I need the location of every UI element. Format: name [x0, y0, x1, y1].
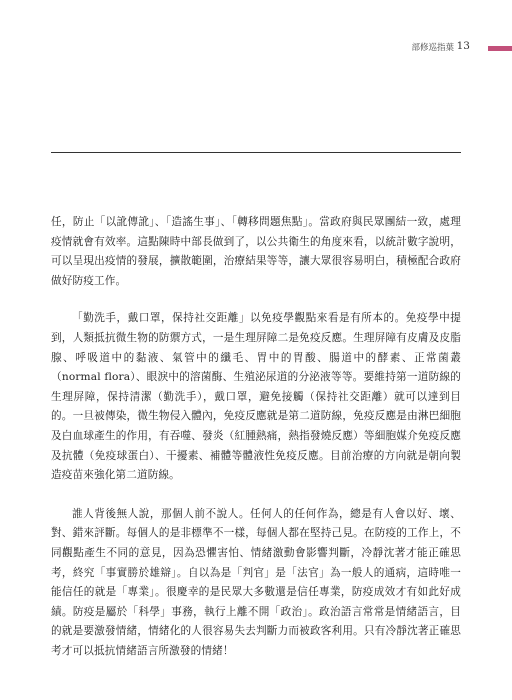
horizontal-rule [51, 152, 461, 153]
body-text [51, 213, 461, 661]
page-header [0, 41, 512, 57]
paragraph-2: 「勤洗手，戴口罩，保持社交距離」以免疫學觀點來看是有所本的。免疫學中提到，人類抵抗微生物的防禦方式，一是生理屏障二是免疫反應。生理屏障有皮膚及皮脂腺、呼吸道中的黏液、氣管中的纖毛、胃中的胃酸、腸道中的酵素、正常菌叢（normal flora）、眼淚中的溶菌酶、生殖泌尿道的分泌液等等。要維持第一道防線的生理屏障，保持清潔（勤洗手），戴口罩，避免接觸（保持社交距離）就可以達到目的。一旦被傳染，微生物侵入體內，免疫反應就是第二道防線，免疫反應是由淋巴細胞及白血球產生的作用，有吞噬、發炎（紅腫熱痛，熱指發燒反應）等細胞媒介免疫反應及抗體（免疫球蛋白）、干擾素、補體等體液性免疫反應。目前治療的方向就是朝向製造疫苗來強化第二道防線。 [51, 312, 461, 482]
running-title: 部修巡指葉 [411, 43, 454, 53]
page-number: 13 [456, 40, 470, 52]
accent-bar [488, 46, 512, 51]
paragraph-1: 任，防止「以訛傳訛」、「造謠生事」、「轉移問題焦點」。當政府與民眾團結一致，處理疫情就會有效率。這點陳時中部長做到了，以公共衛生的角度來看，以統計數字說明，可以呈現出疫情的發展，擴散範圍，治療結果等等，讓大眾很容易明白，積極配合政府做好防疫工作。 [51, 216, 461, 287]
paragraph-3: 誰人背後無人說，那個人前不說人。任何人的任何作為，總是有人會以好、壞、對、錯來評斷。每個人的是非標準不一樣，每個人都在堅持己見。在防疫的工作上，不同觀點產生不同的意見，因為恐懼害怕、情緒激動會影響判斷，冷靜沈著才能正確思考，終究「事實勝於雄辯」。自以為是「判官」是「法官」為一般人的通病，這時唯一能信任的就是「專業」。很慶幸的是民眾大多數還是信任專業，防疫成效才有如此好成績。防疫是屬於「科學」事務，執行上離不開「政治」。政治語言常常是情緒語言，目的就是要激發情緒，情緒化的人很容易失去判斷力而被政客利用。只有冷靜沈著正確思考才可以抵抗情緒語言所激發的情緒！ [51, 507, 461, 657]
